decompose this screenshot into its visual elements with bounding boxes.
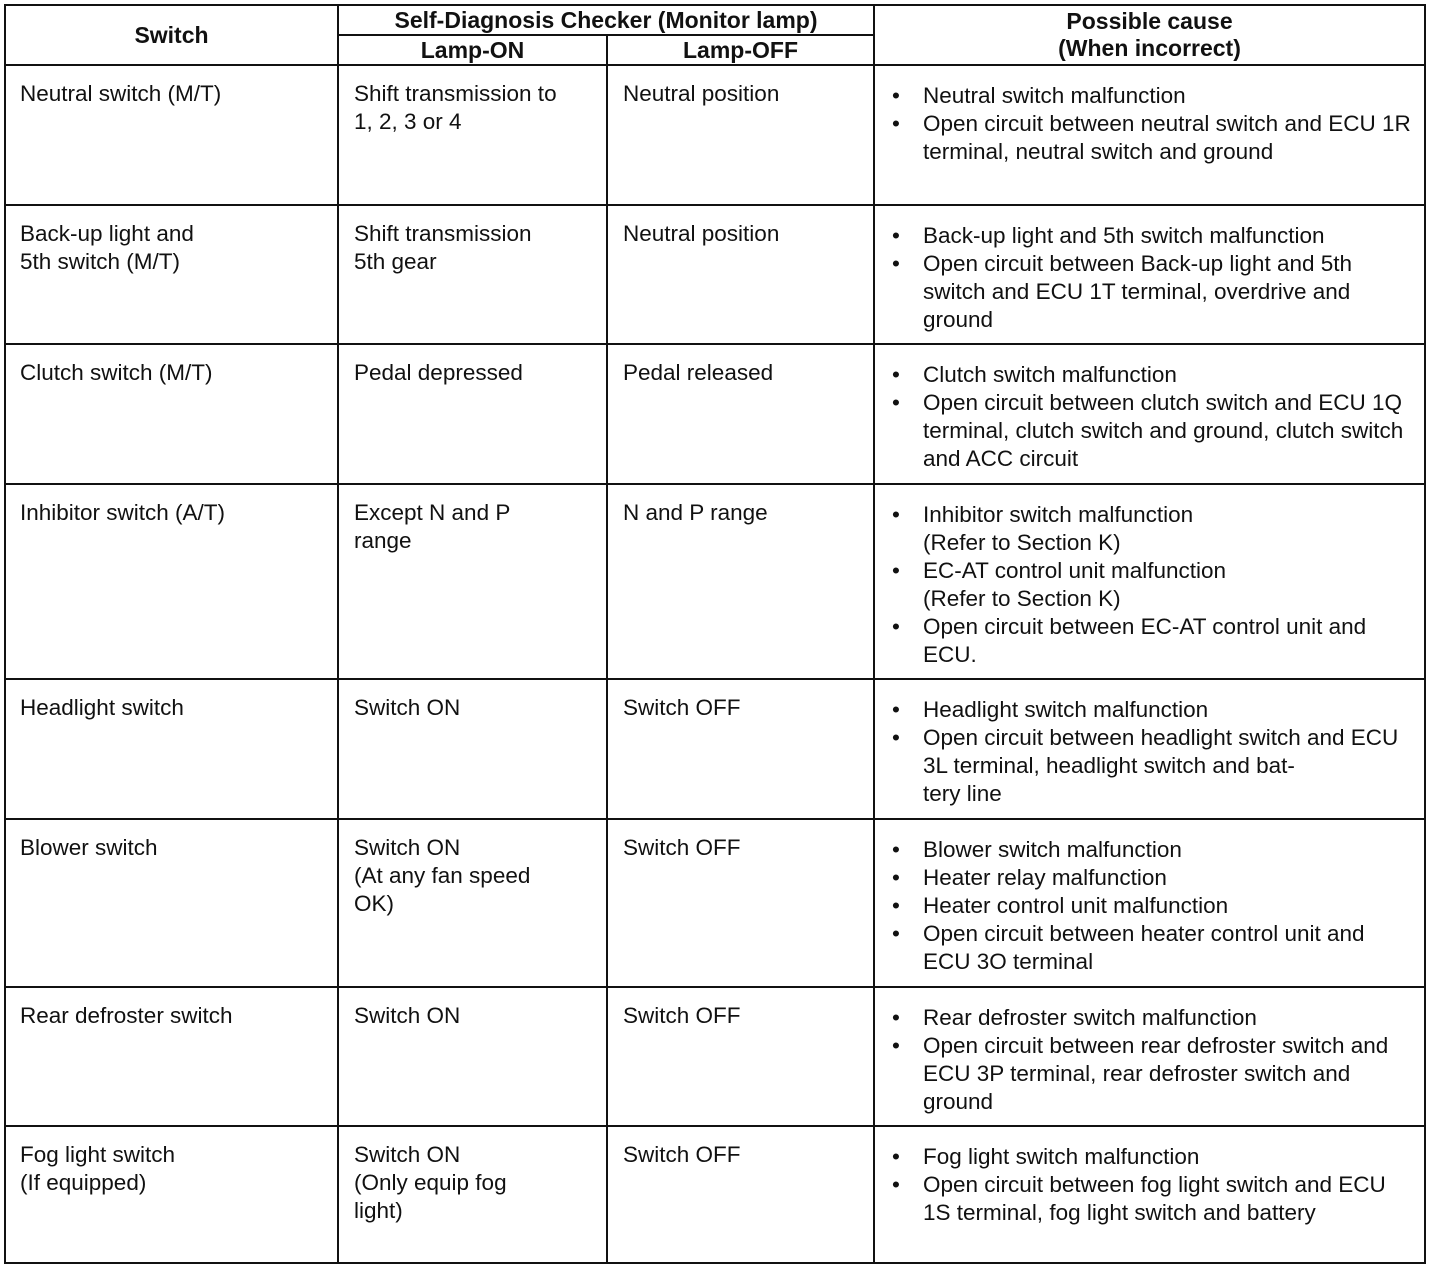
cause-item xyxy=(923,250,1412,334)
switch-cell-text: Blower switch xyxy=(20,834,158,860)
cause-cell xyxy=(874,65,1425,205)
header-lamp-on: Lamp-ON xyxy=(338,35,607,65)
cause-list xyxy=(889,222,1412,334)
cause-list xyxy=(889,836,1412,976)
cause-cell xyxy=(874,679,1425,819)
cause-list xyxy=(889,1004,1412,1116)
lamp-on-cell-text: Pedal depressed xyxy=(354,360,523,386)
switch-cell xyxy=(5,819,338,987)
switch-cell xyxy=(5,205,338,345)
lamp-off-cell xyxy=(607,679,874,819)
lamp-off-cell xyxy=(607,819,874,987)
cause-cell xyxy=(874,987,1425,1127)
table-header xyxy=(5,5,1425,65)
cause-item-text: • Neutral switch malfunction xyxy=(923,83,1186,108)
cause-item xyxy=(923,836,1412,864)
lamp-off-cell xyxy=(607,484,874,679)
cause-item-text: • Heater control unit malfunction xyxy=(923,892,1229,918)
lamp-on-cell xyxy=(338,819,607,987)
cause-item xyxy=(923,613,1412,669)
lamp-on-cell xyxy=(338,1126,607,1263)
switch-cell-text: Rear defroster switch xyxy=(20,1002,233,1028)
cause-list xyxy=(889,696,1412,808)
cause-item xyxy=(923,892,1412,920)
cause-item-text: • EC-AT control unit malfunction (Refer to Section K) xyxy=(923,558,1227,612)
lamp-on-cell xyxy=(338,65,607,205)
cause-item-text: • Rear defroster switch malfunction xyxy=(923,1004,1257,1030)
lamp-on-cell xyxy=(338,987,607,1127)
switch-cell xyxy=(5,1126,338,1263)
cause-item xyxy=(923,1004,1412,1032)
lamp-on-cell-text: Switch ON (At any fan speed OK) xyxy=(354,834,531,916)
cause-item-text: • Open circuit between Back-up light and 5th switch and ECU 1T terminal, overdrive and ground xyxy=(923,250,1353,332)
lamp-off-cell-text: Neutral position xyxy=(623,81,780,106)
cause-item-text: • Fog light switch malfunction xyxy=(923,1144,1200,1170)
cause-item xyxy=(923,361,1412,389)
cause-cell xyxy=(874,484,1425,679)
switch-cell-text: Back-up light and 5th switch (M/T) xyxy=(20,220,194,274)
cause-cell xyxy=(874,205,1425,345)
table-row xyxy=(5,65,1425,205)
cause-item xyxy=(923,557,1412,613)
cause-item xyxy=(923,222,1412,250)
lamp-off-cell xyxy=(607,205,874,345)
switch-cell-text: Fog light switch (If equipped) xyxy=(20,1142,176,1196)
header-switch: Switch xyxy=(5,5,338,65)
lamp-on-cell-text: Switch ON (Only equip fog light) xyxy=(354,1142,507,1224)
table-row xyxy=(5,484,1425,679)
header-row-top xyxy=(5,5,1425,35)
cause-item xyxy=(923,724,1412,808)
cause-item xyxy=(923,1032,1412,1116)
cause-item-text: • Open circuit between clutch switch and ECU 1Q terminal, clutch switch and ground, clutch switch and ACC circuit xyxy=(923,390,1404,472)
table-row xyxy=(5,819,1425,987)
lamp-off-cell-text: Switch OFF xyxy=(623,834,741,860)
cause-item-text: • Open circuit between heater control unit and ECU 3O terminal xyxy=(923,920,1365,974)
cause-item-text: • Open circuit between headlight switch and ECU 3L terminal, headlight switch and bat- tery line xyxy=(923,725,1399,807)
cause-item-text: • Heater relay malfunction xyxy=(923,864,1167,890)
cause-item-text: • Back-up light and 5th switch malfunction xyxy=(923,222,1325,248)
cause-item xyxy=(923,1171,1412,1227)
cause-cell xyxy=(874,344,1425,484)
lamp-on-cell xyxy=(338,484,607,679)
header-cause xyxy=(874,5,1425,65)
cause-item xyxy=(923,110,1412,166)
switch-cell xyxy=(5,65,338,205)
switch-cell xyxy=(5,987,338,1127)
switch-cell-text: Clutch switch (M/T) xyxy=(20,360,213,386)
cause-item xyxy=(923,501,1412,557)
cause-item-text: • Inhibitor switch malfunction (Refer to Section K) xyxy=(923,502,1194,556)
lamp-off-cell-text: Pedal released xyxy=(623,360,774,386)
lamp-off-cell-text: Neutral position xyxy=(623,220,780,246)
cause-list xyxy=(889,1143,1412,1227)
cause-cell xyxy=(874,819,1425,987)
header-cause-line1: Possible cause xyxy=(1066,8,1233,34)
cause-item-text: • Clutch switch malfunction xyxy=(923,362,1177,388)
cause-list xyxy=(889,82,1412,166)
switch-cell-text: Headlight switch xyxy=(20,695,184,721)
switch-cell-text: Inhibitor switch (A/T) xyxy=(20,500,226,526)
table-body xyxy=(5,65,1425,1263)
cause-item-text: • Open circuit between rear defroster switch and ECU 3P terminal, rear defroster switch and ground xyxy=(923,1032,1389,1114)
cause-item xyxy=(923,864,1412,892)
cause-list xyxy=(889,361,1412,473)
header-cause-line2: (When incorrect) xyxy=(1058,35,1241,61)
lamp-on-cell-text: Shift transmission to 1, 2, 3 or 4 xyxy=(354,81,557,134)
header-lamp-off: Lamp-OFF xyxy=(607,35,874,65)
table-row xyxy=(5,205,1425,345)
cause-cell xyxy=(874,1126,1425,1263)
table-row xyxy=(5,679,1425,819)
switch-cell xyxy=(5,484,338,679)
lamp-off-cell xyxy=(607,344,874,484)
lamp-on-cell-text: Shift transmission 5th gear xyxy=(354,220,532,274)
lamp-off-cell xyxy=(607,987,874,1127)
switch-diagnosis-table xyxy=(4,4,1426,1264)
lamp-on-cell xyxy=(338,679,607,819)
cause-item-text: • Open circuit between fog light switch and ECU 1S terminal, fog light switch and battery xyxy=(923,1172,1386,1226)
cause-item xyxy=(923,82,1412,110)
table-row xyxy=(5,1126,1425,1263)
switch-cell xyxy=(5,679,338,819)
lamp-on-cell-text: Switch ON xyxy=(354,1002,461,1028)
lamp-off-cell-text: Switch OFF xyxy=(623,1142,741,1168)
cause-item xyxy=(923,696,1412,724)
lamp-on-cell xyxy=(338,205,607,345)
lamp-off-cell-text: Switch OFF xyxy=(623,1002,741,1028)
lamp-off-cell xyxy=(607,1126,874,1263)
cause-item xyxy=(923,389,1412,473)
header-checker: Self-Diagnosis Checker (Monitor lamp) xyxy=(338,5,874,35)
table-row xyxy=(5,344,1425,484)
cause-item-text: • Headlight switch malfunction xyxy=(923,697,1209,723)
lamp-on-cell-text: Switch ON xyxy=(354,695,461,721)
lamp-on-cell-text: Except N and P range xyxy=(354,500,511,554)
cause-item xyxy=(923,920,1412,976)
cause-item-text: • Blower switch malfunction xyxy=(923,836,1182,862)
cause-item xyxy=(923,1143,1412,1171)
cause-item-text: • Open circuit between EC-AT control unit and ECU. xyxy=(923,614,1367,668)
cause-list xyxy=(889,501,1412,669)
lamp-off-cell-text: N and P range xyxy=(623,500,768,526)
switch-cell xyxy=(5,344,338,484)
lamp-off-cell-text: Switch OFF xyxy=(623,695,741,721)
cause-item-text: • Open circuit between neutral switch and ECU 1R terminal, neutral switch and ground xyxy=(923,111,1411,164)
switch-cell-text: Neutral switch (M/T) xyxy=(20,81,222,106)
table-row xyxy=(5,987,1425,1127)
lamp-off-cell xyxy=(607,65,874,205)
lamp-on-cell xyxy=(338,344,607,484)
